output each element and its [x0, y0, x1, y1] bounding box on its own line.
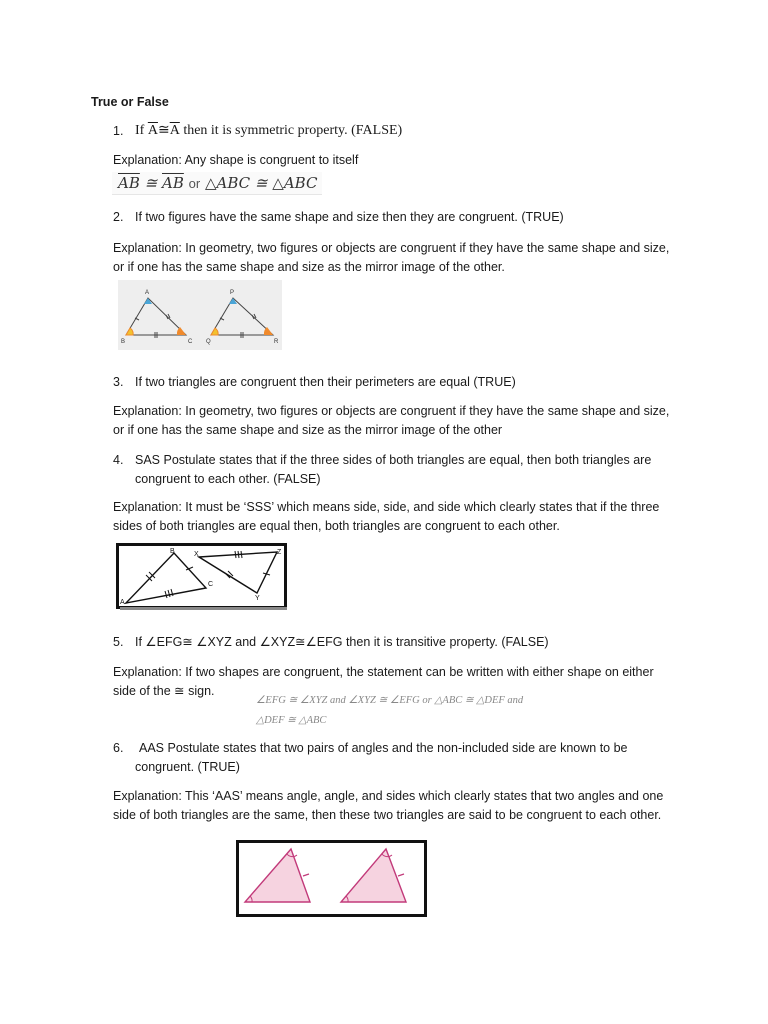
explanation-3-line2: or if one has the same shape and size as the mirror image of the other [113, 423, 503, 437]
explanation-4-line2: sides of both triangles are equal then, both triangles are congruent to each other. [113, 519, 560, 533]
label-c2: C [208, 581, 214, 588]
figure-triangles-abc-xyz [116, 543, 288, 611]
q4-number: 4. [113, 453, 124, 467]
q1-congruent-symbol: ≅ [157, 123, 170, 138]
label-r: R [274, 339, 279, 345]
explanation-5-line2: side of the ≅ sign. [113, 684, 215, 698]
figure-triangles-abc-pqr [118, 280, 282, 350]
label-b2: B [170, 548, 175, 555]
equation-image-5-line2: △DEF ≅ △ABC [256, 715, 327, 726]
label-c: C [188, 339, 193, 345]
q1-pre: If [135, 123, 145, 138]
figure-pink-triangles [236, 840, 428, 918]
label-q: Q [206, 339, 211, 345]
label-x: X [194, 551, 199, 558]
q6-line1: AAS Postulate states that two pairs of angles and the non-included side are known to be [139, 741, 628, 755]
eq1-tri2: △ABC [272, 174, 318, 192]
explanation-6-line2: side of both triangles are the same, then these two triangles are said to be congruent to each other. [113, 808, 662, 822]
q2-number: 2. [113, 210, 124, 224]
eq1-rhs: $\overline{AB}$ [162, 174, 184, 192]
eq1-lhs: $\overline{AB}$ [118, 174, 140, 192]
explanation-2-line1: Explanation: In geometry, two figures or objects are congruent if they have the same shape and size, [113, 241, 670, 255]
q6-number: 6. [113, 741, 124, 755]
label-b: B [121, 339, 126, 345]
q1-post: then it is symmetric property. (FALSE) [183, 123, 403, 138]
explanation-6-line1: Explanation: This ‘AAS’ means angle, angle, and sides which clearly states that two angles and one [113, 789, 664, 803]
label-p: P [230, 290, 235, 296]
explanation-5-line1: Explanation: If two shapes are congruent, the statement can be written with either shape on either [113, 665, 654, 679]
equation-image-5-line1: ∠EFG ≅ ∠XYZ and ∠XYZ ≅ ∠EFG or △ABC ≅ △DEF and [256, 695, 524, 706]
q3-text: If two triangles are congruent then their perimeters are equal (TRUE) [135, 375, 516, 389]
q1-number: 1. [113, 124, 124, 138]
eq1-cong-2: ≅ [254, 174, 268, 192]
label-y: Y [255, 595, 260, 602]
label-z: Z [277, 549, 282, 556]
q1-text [135, 121, 402, 140]
q2-text: If two figures have the same shape and size then they are congruent. (TRUE) [135, 210, 564, 224]
q1-symbol-a2: $\overline{A}$ [169, 123, 180, 138]
q4-line1: SAS Postulate states that if the three sides of both triangles are equal, then both triangles are [135, 453, 652, 467]
explanation-4-line1: Explanation: It must be ‘SSS’ which means side, side, and side which clearly states that if the three [113, 500, 660, 514]
eq1-or: or [188, 176, 201, 191]
explanation-3-line1: Explanation: In geometry, two figures or objects are congruent if they have the same shape and size, [113, 404, 670, 418]
label-a2: A [120, 599, 125, 606]
eq1-cong: ≅ [144, 174, 158, 192]
q3-number: 3. [113, 375, 124, 389]
label-a: A [145, 290, 150, 296]
equation-image-1 [112, 172, 322, 195]
explanation-1: Explanation: Any shape is congruent to itself [113, 153, 359, 167]
q6-line2: congruent. (TRUE) [135, 760, 240, 774]
explanation-2-line2: or if one has the same shape and size as the mirror image of the other. [113, 260, 505, 274]
q5-text: If ∠EFG≅ ∠XYZ and ∠XYZ≅∠EFG then it is transitive property. (FALSE) [135, 635, 549, 649]
q1-symbol-a1: $\overline{A}$ [147, 123, 158, 138]
eq1-tri1: △ABC [204, 174, 251, 192]
heading: True or False [91, 95, 169, 109]
q5-number: 5. [113, 635, 124, 649]
q4-line2: congruent to each other. (FALSE) [135, 472, 321, 486]
